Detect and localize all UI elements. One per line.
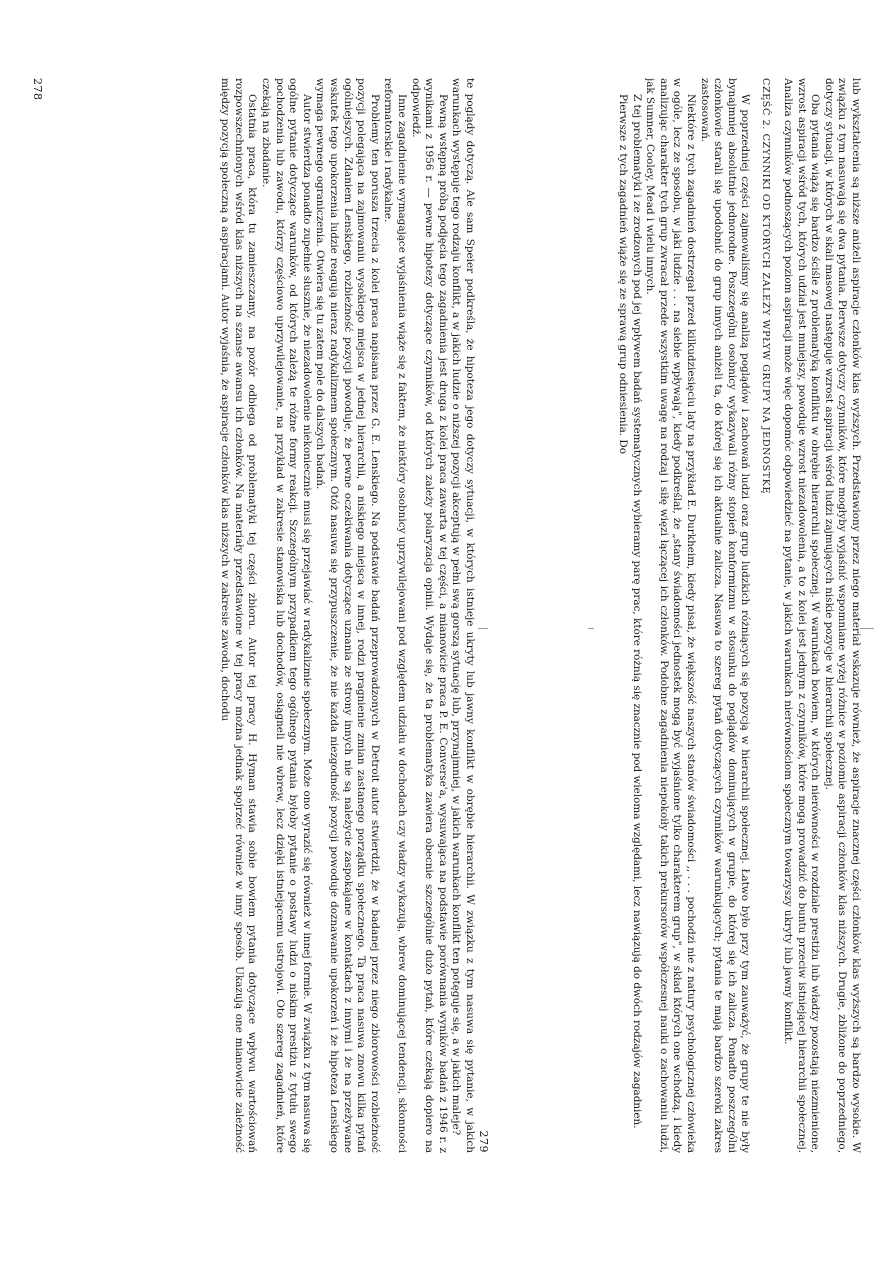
right-paragraph-2: Oba pytania wiążą się bardzo ściśle z problematyką konfliktu w obrębie hierarchii społecznej. W warunkach bowiem, w których nierówności w rozdziale prestiżu lub władzy pozostają niezmienione, wzrost aspiracji wśród tych, których udział jest mniejszy, powoduje wzrost niezadowolenia, a to z kolei jest jednym z czynników, które mogą prowadzić do buntu przeciw istniejącej hierarchii społecznej. Analiza czynników podnoszących poziom aspiracji może więc dopomóc odpowiedzieć na pytanie, w jakich warunkach nierównościom społecznym towarzyszy ukryty lub jawny konflikt. [782, 78, 822, 1153]
right-paragraph-1: lub wykształcenia są niższe aniżeli aspiracje członków klas wyższych. Przedstawiony przez niego materiał wskazuje również, że aspiracje znacznej części członków klas wyższych są bardzo wysokie. W związku z tym nasuwają się dwa pytania. Pierwsze dotyczy czynników, które mogłyby wyjaśnić wspomniane wyżej różnice w poziomie aspiracji członków klas niższych. Drugie, zbliżone do poprzedniego, dotyczy sytuacji, w których w skali masowej następuje wzrost aspiracji wśród ludzi zajmujących niskie pozycje w hierarchii społecznej. [822, 78, 862, 1153]
left-paragraph-1: te poglądy dotyczą. Ale sam Speier podkreśla, że hipoteza jego dotyczy sytuacji, w których istnieje ukryty lub jawny konflikt w obrębie hierarchii. W związku z tym nasuwa się pytanie, w jakich warunkach występuje tego rodzaju konflikt, a w jakich ludzie o niższej pozycji akceptują w pełni swą gorszą sytuację lub, przynajmniej, w jakich warunkach konflikt ten potęguje się, a w jakich maleje? [450, 78, 476, 1153]
left-paragraph-4: Problemy ten porusza trzecia z kolei praca napisana przez G. E. Lenskiego. Na podstawie badań przeprowadzonych w Detroit autor stwierdził, że w badanej przez niego zbiorowości rozbieżność pozycji polegająca na zajmowaniu wysokiego miejsca w jednej hierarchii, a niskiego miejsca w innej, rodzi pragnienie zmian zastanego porządku społecznego. Ta praca nasuwa znowu kilka pytań ogólniejszych. Zdaniem Lenskiego, rozbieżność pozycji powoduje, że pewne oczekiwania dotyczące uznania ze strony innych nie są należycie zaspokajane w kontaktach z innymi i że na przeżywane wskutek tego upokorzenia ludzie reagują nieraz radykalizmem społecznym. Otóż nasuwa się przypuszczenie, że nie każda niezgodność pozycji powoduje doznawanie upokorzeń i że hipoteza Lenskiego wymaga pewnego ograniczenia. Otwiera się tu zatem pole do dalszych badań. [314, 78, 381, 1153]
left-paragraph-6: Ostatnia praca, która tu zamieszczamy, na pozór odbiega od problematyki tej części zbioru. Autor tej pracy H. Hyman stawia sobie bowiem pytania dotyczące wpływu wartościowań rozpowszechnionych wśród klas niższych na szanse awansu ich członków. Na materiały przedstawione w tej pracy można jednak spojrzeć również w inny sposób. Ukazują one mianowicie zależność między pozycją społeczną a aspiracjami. Autor wyjaśnia, że aspiracje członków klas niższych w zakresie zawodu, dochodu [219, 78, 259, 1153]
right-paragraph-6: Pierwsze z tych zagadnień wiąże się ze sprawą grup odniesienia. Do [617, 94, 630, 454]
left-paragraph-2: Pewną wstępną próbą podjęcia tego zagadnienia jest druga z kolei praca zawarta w tej części, a mianowicie praca P. E. Converse'a, wysuwająca na podstawie porównania wyników badań z 1946 r. z wynikami z 1956 r. — pewne hipotezy dotyczące czynników, od których zależy polaryzacja opinii. Wydaje się, że ta problematyka zawiera obecnie szczególnie dużo pytań, które czekają dopiero na odpowiedź. [409, 78, 449, 1153]
right-paragraph-3: W poprzedniej części zajmowaliśmy się analizą poglądów i zachowań ludzi oraz grup ludzkich różniących się pozycją w hierarchii społecznej. Łatwo było przy tym zauważyć, że grupy te nie były bynajmniej absolutnie jednorodne. Poszczególni osobnicy wykazywali różny stopień konformizmu w stosunku do poglądów dominujących w grupie, do której się ich zalicza. Ponadto poszczególni członkowie starali się upodobnić do grup innych aniżeli ta, do której się ich aktualnie zalicza. Nasuwa to szereg pytań dotyczących czynników warunkujących; pytania te mają bardzo szeroki zakres zastosowań. [698, 78, 752, 1153]
gutter-mark [860, 628, 874, 629]
right-paragraph-5: Z tej problematyki i ze zrodzonych pod jej wpływem badań systematycznych wybieramy parę prac, które różnią się znacznie pod wieloma względami, lecz nawiązują do dwóch rodzajów zagadnień. [630, 94, 643, 1129]
left-page [32, 78, 476, 1153]
section-heading: CZĘŚĆ 2. CZYNNIKI OD KTÓRYCH ZALEŻY WPŁYW GRUPY NA JEDNOSTKĘ [760, 78, 772, 495]
left-page-number: 278 [30, 78, 44, 101]
right-page-body [496, 78, 862, 1153]
left-page-body [50, 78, 476, 1153]
left-paragraph-5: Autor stwierdza ponadto zupełnie słusznie, że niezadowolenie niekoniecznie musi się przejawiać w radykalizmie społecznym. Może ono wyrazić się również w innej formie. W związku z tym nasuwa się ogólne pytanie dotyczące warunków, od których zależą te różne formy reakcji. Szczególnym przypadkiem tego ogólnego pytania byłoby pytanie o postawy ludzi o niskim prestiżu z tytułu swego pochodzenia lub zawodu, którzy częściowo uprzywilejowanie, na przykład w zakresie stanowiska lub dochodów, osiągneli nie wbrew, lecz dzięki istniejącemu ustrojowi. Oto szereg zagadnień, które czekają na zbadanie. [260, 78, 313, 1153]
left-paragraph-3: Inne zagadnienie wymagające wyjaśnienia wiąże się z faktem, że niektóry osobnicy uprzywilejowani pod względem udziału w dochodach czy władzy wykazują, wbrew dominującej tendencji, skłonności reformatorskie i radykalne. [382, 78, 409, 1153]
right-paragraph-4: Niektóre z tych zagadnień dostrzegał przed kilkudziesięciu laty na przykład E. Durkheim, kiedy pisał, że większość naszych stanów świadomości ,, . . . pochodzi nie z natury psychologicznej człowieka w ogóle, lecz ze sposobu, w jaki ludzie . . . na siebie wpływają", kiedy podkreślał, że „stany świadomości jednostek mogą być wyjaśnione tylko charakterem grup", w skład których one wchodzą, i kiedy analizując charakter tych grup zwracał przede wszystkim uwagę na rodzaj i siłę więzi łączącej ich członków. Podobne zagadnienia niepokoiły takich prekursorów współczesnej nauki o zachowaniu ludzi, jak Sumner, Cooley, Mead i wielu innych. [644, 78, 698, 1153]
right-page [478, 78, 862, 1153]
right-page-number: 279 [476, 1130, 490, 1153]
